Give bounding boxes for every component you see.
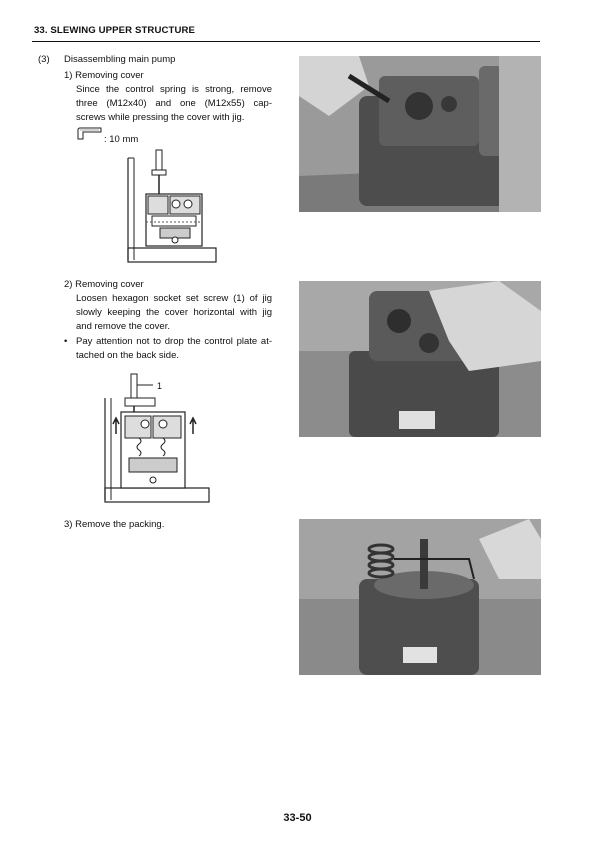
step-1-line: screws while pressing the cover with jig. [76, 112, 245, 123]
bullet-line: tached on the back side. [76, 350, 179, 361]
header-rule [32, 41, 540, 42]
step-1-line: Since the control spring is strong, remove [76, 84, 272, 95]
step-3-heading: 3) Remove the packing. [64, 519, 165, 530]
section-header: 33. SLEWING UPPER STRUCTURE [34, 25, 196, 36]
step-2-line: slowly keeping the cover horizontal with jig [76, 307, 272, 318]
step-2-line: and remove the cover. [76, 321, 170, 332]
step-1-heading: 1) Removing cover [64, 70, 144, 81]
photo-removing-cover-1 [299, 56, 541, 212]
bullet-line: Pay attention not to drop the control plate at- [76, 336, 272, 347]
section-number: (3) [38, 54, 50, 65]
photo-remove-packing [299, 519, 541, 675]
tool-size: : 10 mm [104, 134, 139, 145]
jig-diagram-1 [126, 148, 218, 266]
step-1-line: three (M12x40) and one (M12x55) cap- [76, 98, 272, 109]
section-title: Disassembling main pump [64, 54, 176, 65]
step-2-heading: 2) Removing cover [64, 279, 144, 290]
photo-removing-cover-2 [299, 281, 541, 437]
bullet-marker: • [64, 336, 68, 347]
callout-1: 1 [157, 381, 163, 391]
hex-wrench-icon [76, 126, 104, 147]
step-2-line: Loosen hexagon socket set screw (1) of jig [76, 293, 272, 304]
page-number: 33-50 [283, 812, 312, 824]
